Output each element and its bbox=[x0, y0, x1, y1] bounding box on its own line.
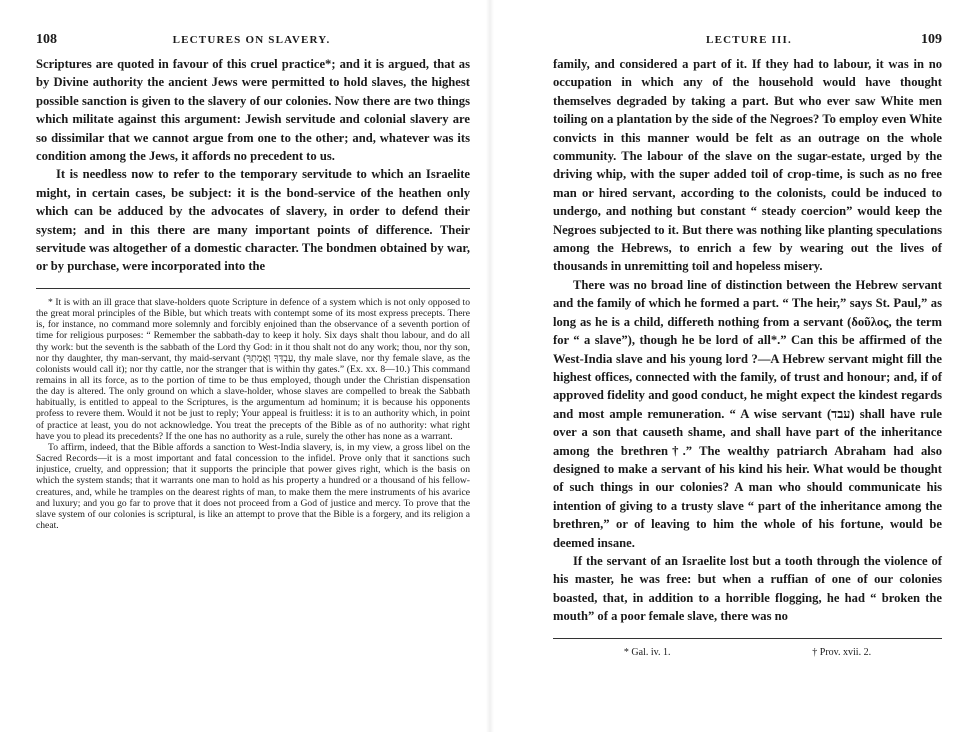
right-page-number: 109 bbox=[920, 32, 942, 47]
right-paragraph-2: There was no broad line of distinction between the Hebrew servant and the family of which he formed a part. “ The heir,” says St. Paul,” as long as he is a child, differeth nothing from a servant (δοῦλος, the term for “ a slave”), though he be lord of all*.” Can this be affirmed of the West-India slave and his young lord ?—A Hebrew servant might fill the highest offices, connected with the family, of trust and honour; and, if of approved fidelity and good conduct, he might expect the kindest regards and most ample remuneration. “ A wise servant (עבד) shall have rule over a son that causeth shame, and shall have part of the inheritance among the brethren†.” The wealthy patriarch Abraham had also designed to make a servant of his kind his heir. What would be thought of such things in our colonies? A man who should communicate his intention of giving to a trusty slave “ part of the inheritance among the brethren,” or of leaving to him the whole of his fortune, would be deemed insane. bbox=[553, 277, 942, 550]
right-running-title: LECTURE III. bbox=[706, 34, 792, 46]
left-footnote-1: * It is with an ill grace that slave-holders quote Scripture in defence of a system which is not only opposed to the great moral principles of the Bible, but which treats with contempt some of its most express precepts. There is, for instance, no command more solemnly and forcibly enjoined than the observance of a seventh portion of time for religious purposes: “ Remember the sabbath-day to keep it holy. Six days shalt thou labour, and do all thy work: but the seventh is the sabbath of the Lord thy God: in it thou shalt not do any work; thou, nor thy son, nor thy daughter, thy man-servant, thy maid-servant (עַבְדְּךָ וַאֲמָתְךָ, thy male slave, nor thy female slave, as the colonists would call it); nor thy cattle, nor the stranger that is within thy gates.” (Ex. xx. 8—10.) This command remains in all its force, as to the portion of time to be thus employed, though under the Christian dispensation the day is altered. The only ground on which a slave-holder, whose slaves are compelled to break the Sabbath habitually, is entitled to appeal to the Scriptures, is the argumentum ad hominum; it is because his opponents profess to revere them. Would it not be just to reply; Your appeal is fruitless: it is to an authority which, in point of practice at least, you do not acknowledge. You treat the precepts of the Bible as of no authority: what right have you to plead its precedents? If the one has no authority as a rule, surely the other has none as a warrant. bbox=[36, 296, 470, 442]
left-paragraph-2: It is needless now to refer to the temporary servitude to which an Israelite might, in certain cases, be subject: it is the bond-service of the heathen only which can be adduced by the advocates of slavery, in order to defend their system; and in this there are many important points of difference. Their servitude was altogether of a domestic character. The bondmen obtained by war, or by purchase, were incorporated into the bbox=[36, 167, 470, 274]
left-page-number: 108 bbox=[36, 32, 57, 47]
right-body-text bbox=[553, 55, 942, 626]
right-footnote-1: * Gal. iv. 1. bbox=[623, 646, 671, 658]
left-footnote-rule bbox=[36, 288, 470, 289]
right-footnote-2: † Prov. xvii. 2. bbox=[812, 646, 872, 658]
right-paragraph-3: If the servant of an Israelite lost but a tooth through the violence of his master, he was free: but when a ruffian of one of our colonies boasted, that, in addition to a horrible flogging, he had “ broken the mouth” of a poor female slave, there was no bbox=[553, 553, 942, 624]
left-footnote-2: To affirm, indeed, that the Bible affords a sanction to West-India slavery, is, in my view, a gross libel on the Sacred Records—it is a most important and fatal concession to the infidel. Prove only that it sanctions such injustice, cruelty, and oppression; that it supports the principle that power gives right, which is the basis on which the system stands; that it warrants one man to hold as his property a hundred or a thousand of his fellow-creatures, and, while he tramples on the dearest rights of man, to make them the mere instruments of his avarice and luxury; and you go far to prove that it does not proceed from a God of justice and mercy. To prove that the slave system of our colonies is scriptural, is like an attempt to prove that the Bible is a forgery, and its religion a cheat. bbox=[36, 441, 470, 531]
left-paragraph-1: Scriptures are quoted in favour of this cruel practice*; and it is argued, that as by Divine authority the ancient Jews were permitted to hold slaves, the highest possible sanction is given to the slavery of our colonies. Now there are two things which militate against this argument: Jewish servitude and colonial slavery are so dissimilar that we cannot argue from one to the other; and, whatever was its condition among the Jews, it affords no precedent to us. bbox=[36, 57, 470, 164]
left-running-title: LECTURES ON SLAVERY. bbox=[172, 34, 331, 46]
left-body-text bbox=[36, 55, 470, 276]
right-footnotes bbox=[553, 647, 942, 658]
right-footnote-rule bbox=[553, 638, 942, 639]
right-page bbox=[490, 0, 980, 732]
left-running-head bbox=[36, 32, 470, 52]
right-running-head bbox=[553, 32, 942, 52]
right-paragraph-1: family, and considered a part of it. If they had to labour, it was in no occupation in which any of the household would have thought themselves degraded by taking a part. But who ever saw White men toiling on a plantation by the side of the Negroes? To employ even White convicts in this manner would be felt as an outrage on the whole community. The labour of the slave on the sugar-estate, urged by the driving whip, with the super added toil of crop-time, is such as no free man or hired servant, according to the colonists, could be induced to undergo, and nothing but constant “ steady coercion” would keep the Negroes subjected to it. But there was nothing like planting speculations among the Hebrews, to enrich a few by wearing out the lives of thousands in unremitting toil and hopeless misery. bbox=[553, 57, 942, 274]
left-footnotes bbox=[36, 297, 470, 531]
